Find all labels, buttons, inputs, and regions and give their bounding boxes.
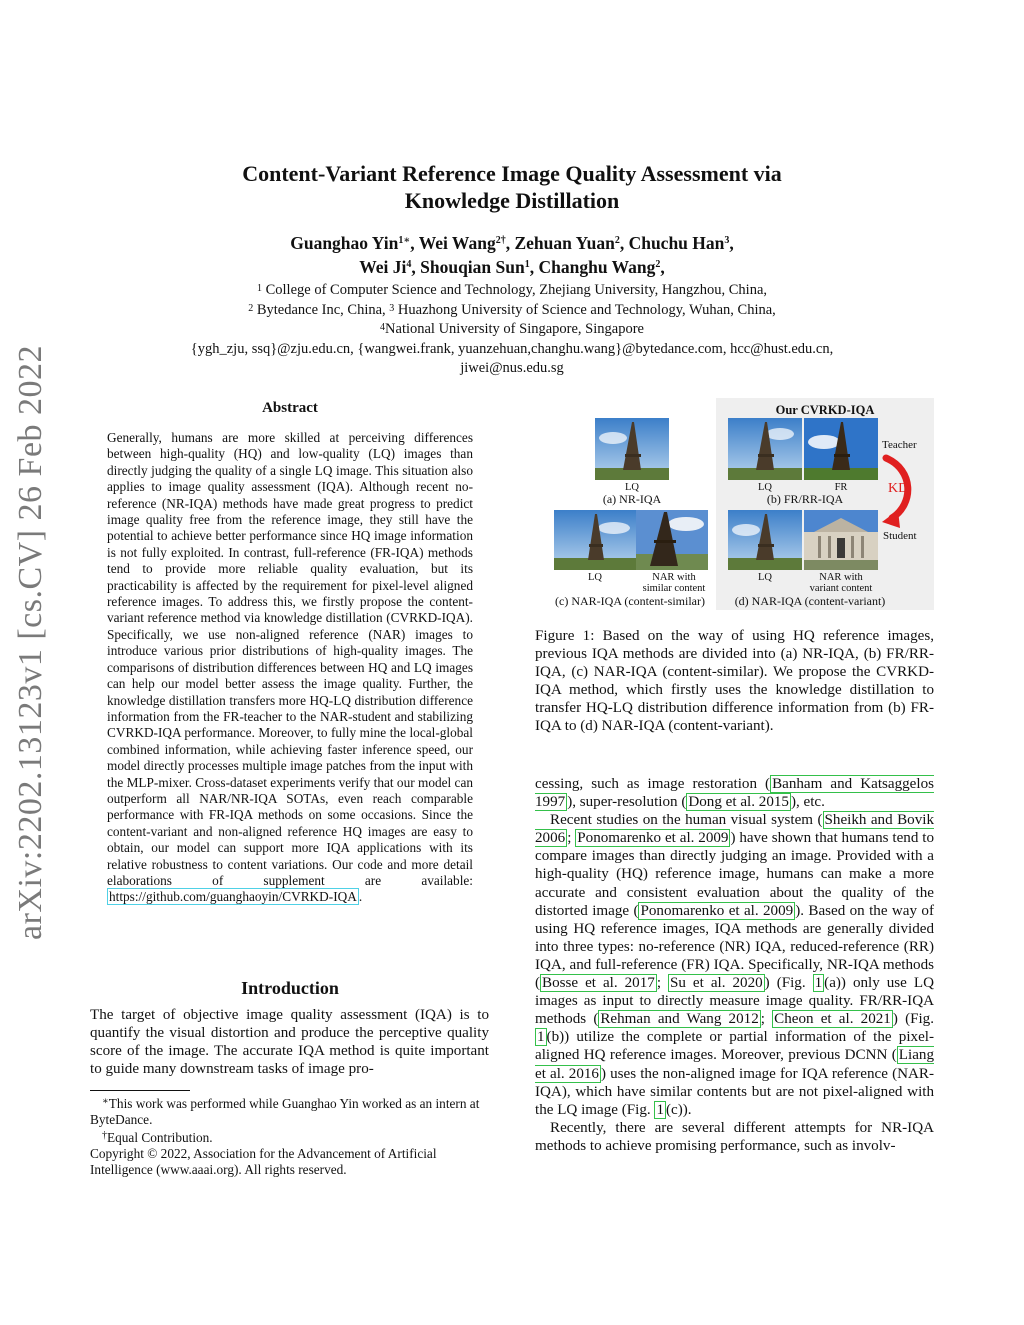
panel-title: Our CVRKD-IQA — [775, 403, 875, 417]
author-name: Zehuan Yuan — [514, 233, 615, 253]
citation-rehman[interactable]: Rehman and Wang 2012 — [600, 1011, 759, 1028]
citation-dong[interactable]: Dong et al. 2015 — [688, 794, 789, 811]
author-affil-mark: 4 — [406, 259, 412, 270]
author-affil-mark: 1∗ — [398, 235, 411, 246]
affiliation-1: College of Computer Science and Technology, Zhejiang University, Hangzhou, China, — [265, 282, 768, 298]
eiffel-lq-photo-b — [728, 418, 802, 480]
panel-c-caption: (c) NAR-IQA (content-similar) — [555, 594, 705, 608]
author-name: Wei Wang — [418, 233, 496, 253]
citation-cheon[interactable]: Cheon et al. 2021 — [774, 1011, 891, 1028]
eiffel-fr-photo — [804, 418, 878, 480]
nar-variant-label — [804, 572, 878, 594]
eiffel-lq-photo-a — [595, 418, 669, 480]
paragraph-fragment: (b)) utilize the complete or partial information of the pixel-aligned HQ reference images. Moreover, previous DCNN ( — [535, 1029, 934, 1064]
abstract-end: . — [358, 889, 363, 905]
lq-label-c: LQ — [588, 572, 602, 583]
lq-label-d: LQ — [758, 572, 772, 583]
lq-label-a: LQ — [625, 482, 639, 493]
paragraph-fragment: ), etc. — [790, 794, 825, 811]
abstract-heading: Abstract — [262, 400, 318, 416]
eiffel-lq-photo-c — [554, 510, 636, 570]
footnotes — [90, 1096, 489, 1178]
introduction-heading: Introduction — [241, 978, 339, 998]
panel-b-caption: (b) FR/RR-IQA — [766, 492, 844, 506]
author-affil-mark: 2 — [614, 235, 620, 246]
paper-title — [0, 160, 1024, 214]
separator: ; — [760, 1011, 773, 1028]
figure-ref-1b[interactable]: 1 — [537, 1029, 545, 1046]
abstract-text: Generally, humans are more skilled at perceiving differences between high-quality (HQ) and low-quality (LQ) images than directly judging the quality of a single LQ image. This situation also applies to image quality assessment (IQA). Although recent no-reference (NR-IQA) methods have made great progress to predict image quality free from the reference image, they still have the potential to achieve better performance since HQ image information is not fully exploited. In contrast, full-reference (FR-IQA) methods tend to provide more reliable quality evaluation, but its practicability is affected by the requirement for pixel-level aligned reference images. To address this, we firstly propose the content-variant reference method via knowledge distillation (CVRKD-IQA). Specifically, we use non-aligned reference (NAR) images to introduce various prior distributions of high-quality images. The comparisons of distribution differences between HQ and LQ images can help our model better assess the image quality. Further, the knowledge distillation transfers more HQ-LQ distribution difference information from the FR-teacher to the NAR-student and stabilizing CVRKD-IQA performance. Moreover, to fully mine the local-global combined information, while achieving faster inference speed, our model directly processes multiple image patches from the input with the MLP-mixer. Cross-dataset experiments verify that our model can outperform all NAR/NR-IQA SOTAs, even reach comparable performance with FR-IQA methods on some occasions. Since the content-variant and non-aligned reference HQ images are easy to obtain, our model can support more IQA applications with its relative robustness to content variations. Our code and more detail elaborations of supplement are available: — [107, 430, 473, 888]
affiliation-3: Huazhong University of Science and Technology, Wuhan, China, — [397, 301, 776, 318]
title-line-1: Content-Variant Reference Image Quality Assessment via — [242, 161, 782, 186]
paragraph-fragment: ) (Fig. — [892, 1011, 935, 1028]
right-column-text — [535, 775, 934, 1155]
kd-label: KD — [888, 481, 909, 496]
teacher-label: Teacher — [882, 439, 917, 451]
paragraph-fragment: (c)). — [666, 1101, 692, 1118]
affiliation-2: Bytedance Inc, China, — [256, 301, 386, 318]
footnote-rule — [90, 1090, 190, 1091]
author-emails-2: jiwei@nus.edu.sg — [460, 360, 564, 376]
paragraph-fragment: ), super-resolution ( — [567, 794, 687, 811]
arxiv-identifier: arXiv:2202.13123v1 [cs.CV] 26 Feb 2022 — [12, 344, 49, 940]
code-link[interactable]: https://github.com/guanghaoyin/CVRKD-IQA — [109, 889, 357, 905]
affiliation-4: National University of Singapore, Singapore — [385, 321, 644, 337]
nar-similar-line-1: NAR with — [652, 572, 696, 583]
eiffel-lq-photo-d — [728, 510, 802, 570]
affil-mark: 1 — [256, 283, 262, 294]
author-list: Guanghao Yin$^{1∗}$, Wei Wang$^{2\dagger}$, Zehuan Yuan$^2$, Chuchu Han$^3$, Wei Ji$^4$, Shouqian Sun$^1$, Changhu Wang$^2$, — [290, 233, 734, 277]
introduction-paragraph: The target of objective image quality assessment (IQA) is to quantify the visual distortion and produce the perceptive quality score of the image. The accurate IQA method is quite important to guide many downstream tasks of image pro- — [90, 1007, 489, 1077]
author-affil-mark: 3 — [724, 235, 730, 246]
copyright-notice: Copyright © 2022, Association for the Advancement of Artificial Intelligence (www.aaai.org). All rights reserved. — [90, 1146, 437, 1177]
figure-ref-1c[interactable]: 1 — [656, 1101, 665, 1118]
title-line-2: Knowledge Distillation — [404, 188, 620, 213]
panel-d-caption: (d) NAR-IQA (content-variant) — [734, 594, 886, 608]
abstract-body — [107, 430, 473, 906]
paragraph-fragment: Recent studies on the human visual system ( — [550, 812, 823, 829]
eiffel-nar-similar-photo — [636, 510, 708, 570]
panel-a-caption: (a) NR-IQA — [602, 492, 662, 506]
affil-mark: 3 — [389, 302, 395, 314]
fr-label-b: FR — [834, 482, 848, 493]
affil-mark: 4 — [380, 322, 386, 333]
paragraph-fragment: (a)) only use LQ images as input to directly measure image quality. FR/RR-IQA methods ( — [535, 975, 934, 1028]
nar-similar-label — [636, 572, 712, 594]
footnote-mark: † — [102, 1130, 107, 1141]
author-affil-mark: 2 — [655, 259, 661, 270]
paragraph-fragment: ). Based on the way of using HQ reference images, IQA methods are generally divided into three types: no-reference (NR) IQA, reduced-reference (RR) IQA, and full-reference (FR) IQA. Specifically, NR-IQA methods ( — [535, 902, 935, 992]
footnote-mark: ∗ — [102, 1096, 109, 1107]
author-name: Guanghao Yin — [290, 233, 399, 253]
citation-su[interactable]: Su et al. 2020 — [670, 975, 763, 992]
citation-ponomarenko-1[interactable]: Ponomarenko et al. 2009 — [577, 830, 729, 847]
palace-nar-variant-photo — [804, 510, 878, 570]
figure-1-caption: Figure 1: Based on the way of using HQ reference images, previous IQA methods are divided into (a) NR-IQA, (b) FR/RR-IQA, (c) NAR-IQA (content-similar). We propose the CVRKD-IQA method, which firstly uses the knowledge distillation to transfer HQ-LQ distribution difference information from (b) FR-IQA to (d) NAR-IQA (content-variant). — [535, 628, 934, 735]
affiliations — [0, 281, 1024, 379]
paragraph-hvs — [535, 811, 934, 1119]
citation-banham[interactable]: Banham and Katsaggelos 1997 — [535, 776, 934, 811]
nar-variant-line-1: NAR with — [819, 572, 863, 583]
author-name: Chuchu Han — [628, 233, 725, 253]
nar-similar-line-2: similar content — [642, 583, 706, 594]
paragraph-fragment: cessing, such as image restoration ( — [535, 776, 771, 792]
author-emails: {ygh_zju, ssq}@zju.edu.cn, {wangwei.frank, yuanzehuan,changhu.wang}@bytedance.com, hcc@hust.edu.cn, — [190, 340, 834, 357]
citation-ponomarenko-2[interactable]: Ponomarenko et al. 2009 — [640, 902, 794, 919]
citation-bosse[interactable]: Bosse et al. 2017 — [542, 975, 655, 992]
author-name: Shouqian Sun — [420, 257, 525, 277]
nar-variant-line-2: variant content — [809, 583, 873, 594]
paragraph-fragment: ) have shown that humans tend to compare images than directly judging an image. Provided with a high-quality (HQ) reference image, humans can make a more accurate and consistent evaluation about the quality of the distorted image ( — [535, 830, 934, 919]
student-label: Student — [883, 530, 917, 542]
author-name: Changhu Wang — [538, 257, 656, 277]
paragraph-fragment: ) (Fig. — [764, 975, 813, 992]
citation-liang[interactable]: Liang et al. 2016 — [535, 1047, 934, 1082]
figure-ref-1a[interactable]: 1 — [814, 975, 823, 992]
paragraph-fragment: ) uses the non-aligned image for IQA reference (NAR-IQA), which have similar contents but are not pixel-aligned with the LQ image (Fig. — [535, 1065, 934, 1118]
footnote-2: Equal Contribution. — [107, 1130, 213, 1145]
author-affil-mark: 1 — [524, 259, 530, 270]
separator: ; — [567, 830, 576, 847]
footnote-1: This work was performed while Guanghao Yin worked as an intern at ByteDance. — [90, 1096, 480, 1127]
author-affil-mark: 2† — [495, 235, 506, 246]
separator: ; — [656, 975, 668, 992]
affil-mark: 2 — [248, 302, 254, 314]
citation-sheikh[interactable]: Sheikh and Bovik 2006 — [535, 812, 934, 847]
author-name: Wei Ji — [359, 257, 407, 277]
paragraph-recent: Recently, there are several different attempts for NR-IQA methods to achieve promising performance, such as involv- — [535, 1119, 934, 1154]
lq-label-b: LQ — [758, 482, 772, 493]
